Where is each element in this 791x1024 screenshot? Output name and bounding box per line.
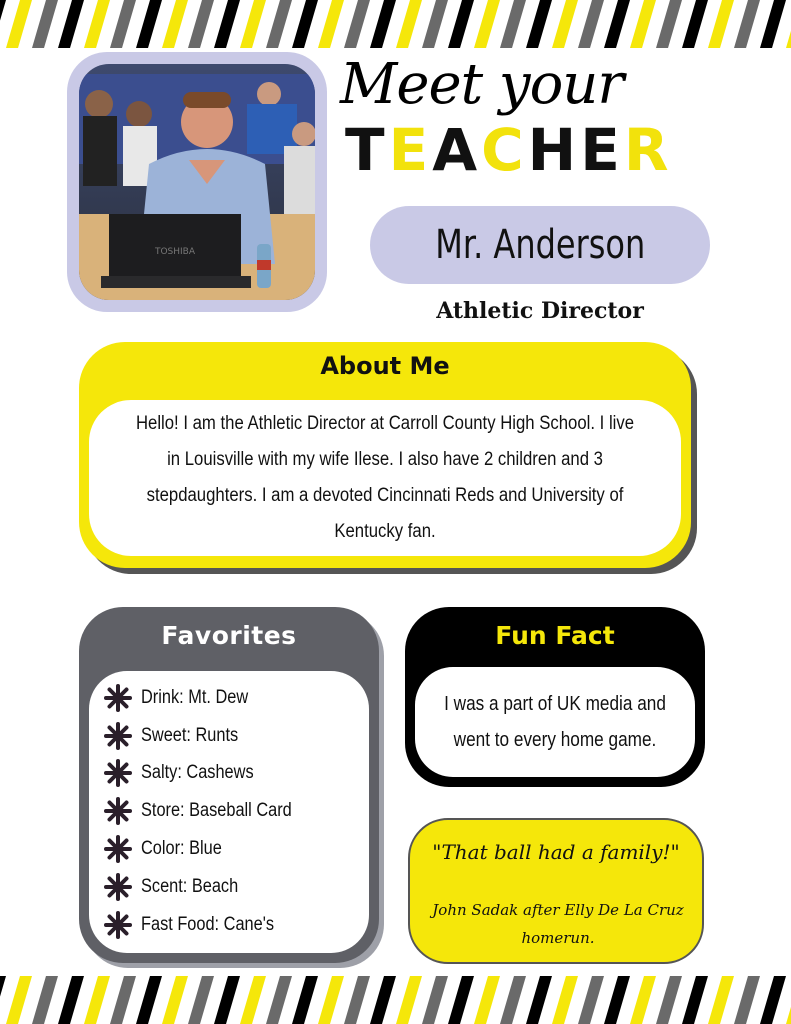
stripe [266,976,292,1024]
favorites-item [103,906,369,944]
stripe [162,976,188,1024]
favorites-item [103,830,369,868]
stripe [786,976,791,1024]
stripe [396,976,422,1024]
stripe [188,0,214,48]
stripe [110,0,136,48]
stripe [734,0,760,48]
stripe [760,976,786,1024]
about-me-title: About Me [320,352,450,380]
stripe [240,0,266,48]
stripe [58,0,84,48]
favorites-item [103,868,369,906]
favorites-body [89,671,369,953]
favorites-item [103,717,369,755]
stripe [656,0,682,48]
stripe [682,976,708,1024]
teacher-title-letter: H [527,116,581,184]
stripe [526,976,552,1024]
top-stripe-border [0,0,791,48]
stripe [32,976,58,1024]
fun-fact-title: Fun Fact [495,621,615,650]
stripe [448,0,474,48]
teacher-title-letter: T [345,116,389,184]
favorites-item-text: Color: Blue [141,838,222,860]
teacher-photo [79,64,315,300]
favorites-item-text: Salty: Cashews [141,762,254,784]
stripe [760,0,786,48]
stripe [6,976,32,1024]
teacher-name: Mr. Anderson [434,222,646,268]
stripe [578,0,604,48]
about-me-body [89,400,681,556]
stripe [214,0,240,48]
stripe [552,976,578,1024]
quote-text: "That ball had a family!" [432,840,680,864]
stripe [84,976,110,1024]
stripe [110,976,136,1024]
laptop-brand-label: TOSHIBA [154,247,196,257]
stripe [474,0,500,48]
asterisk-icon [103,834,133,864]
stripe [266,0,292,48]
stripe [630,976,656,1024]
asterisk-icon [103,872,133,902]
stripe [708,976,734,1024]
stripe [474,976,500,1024]
fun-fact-body [415,667,695,777]
stripe [552,0,578,48]
stripe [292,976,318,1024]
stripe [734,976,760,1024]
quote-attribution: John Sadak after Elly De La Cruz homerun. [432,901,684,947]
stripe [318,976,344,1024]
stripe [786,0,791,48]
favorites-item-text: Store: Baseball Card [141,800,292,822]
bottom-stripe-border [0,976,791,1024]
stripe [0,0,6,48]
teacher-title-letter: A [432,116,482,184]
stripe [422,0,448,48]
stripe [604,976,630,1024]
stripe [370,976,396,1024]
stripe [136,976,162,1024]
stripe [396,0,422,48]
favorites-list [89,671,369,944]
stripe [500,0,526,48]
teacher-block-title [345,116,725,186]
about-me-text: Hello! I am the Athletic Director at Carroll County High School. I live in Louisville with my wife Ilese. I also have 2 children and 3 stepdaughters. I am a devoted Cincinnati Reds and University of Kentucky fan. [135,413,635,542]
asterisk-icon [103,796,133,826]
fun-fact-card [405,607,705,787]
stripe [578,976,604,1024]
favorites-item-text: Scent: Beach [141,875,239,897]
asterisk-icon [103,758,133,788]
meet-your-script-title: Meet your [340,52,624,117]
teacher-title-letter: E [388,116,433,184]
about-me-card [79,342,691,568]
stripe [162,0,188,48]
teacher-title-letter: E [580,116,624,184]
favorites-title: Favorites [161,621,297,650]
favorites-item [103,679,369,717]
stripe [0,976,6,1024]
teacher-name-pill [370,206,710,284]
stripe [136,0,162,48]
teacher-photo-frame [67,52,327,312]
teacher-title-letter: C [481,116,528,184]
stripe [344,0,370,48]
favorites-item [103,792,369,830]
stripe [448,976,474,1024]
stripe [292,0,318,48]
favorites-item [103,755,369,793]
stripe [58,976,84,1024]
stripe [6,0,32,48]
stripe [214,976,240,1024]
stripe [84,0,110,48]
quote-card [408,818,704,964]
asterisk-icon [103,910,133,940]
teacher-title-letter: R [623,116,673,184]
stripe [344,976,370,1024]
asterisk-icon [103,683,133,713]
stripe [656,976,682,1024]
stripe [318,0,344,48]
stripe [32,0,58,48]
stripe [188,976,214,1024]
stripe [630,0,656,48]
favorites-item-text: Sweet: Runts [141,724,239,746]
stripe [604,0,630,48]
fun-fact-text: I was a part of UK media and went to every home game. [444,693,666,751]
stripe [422,976,448,1024]
favorites-item-text: Drink: Mt. Dew [141,686,249,708]
favorites-item-text: Fast Food: Cane's [141,913,275,935]
teacher-role: Athletic Director [436,298,644,324]
stripe [500,976,526,1024]
stripe [682,0,708,48]
stripe [240,976,266,1024]
stripe [708,0,734,48]
stripe [370,0,396,48]
asterisk-icon [103,721,133,751]
favorites-card [79,607,379,963]
stripe [526,0,552,48]
